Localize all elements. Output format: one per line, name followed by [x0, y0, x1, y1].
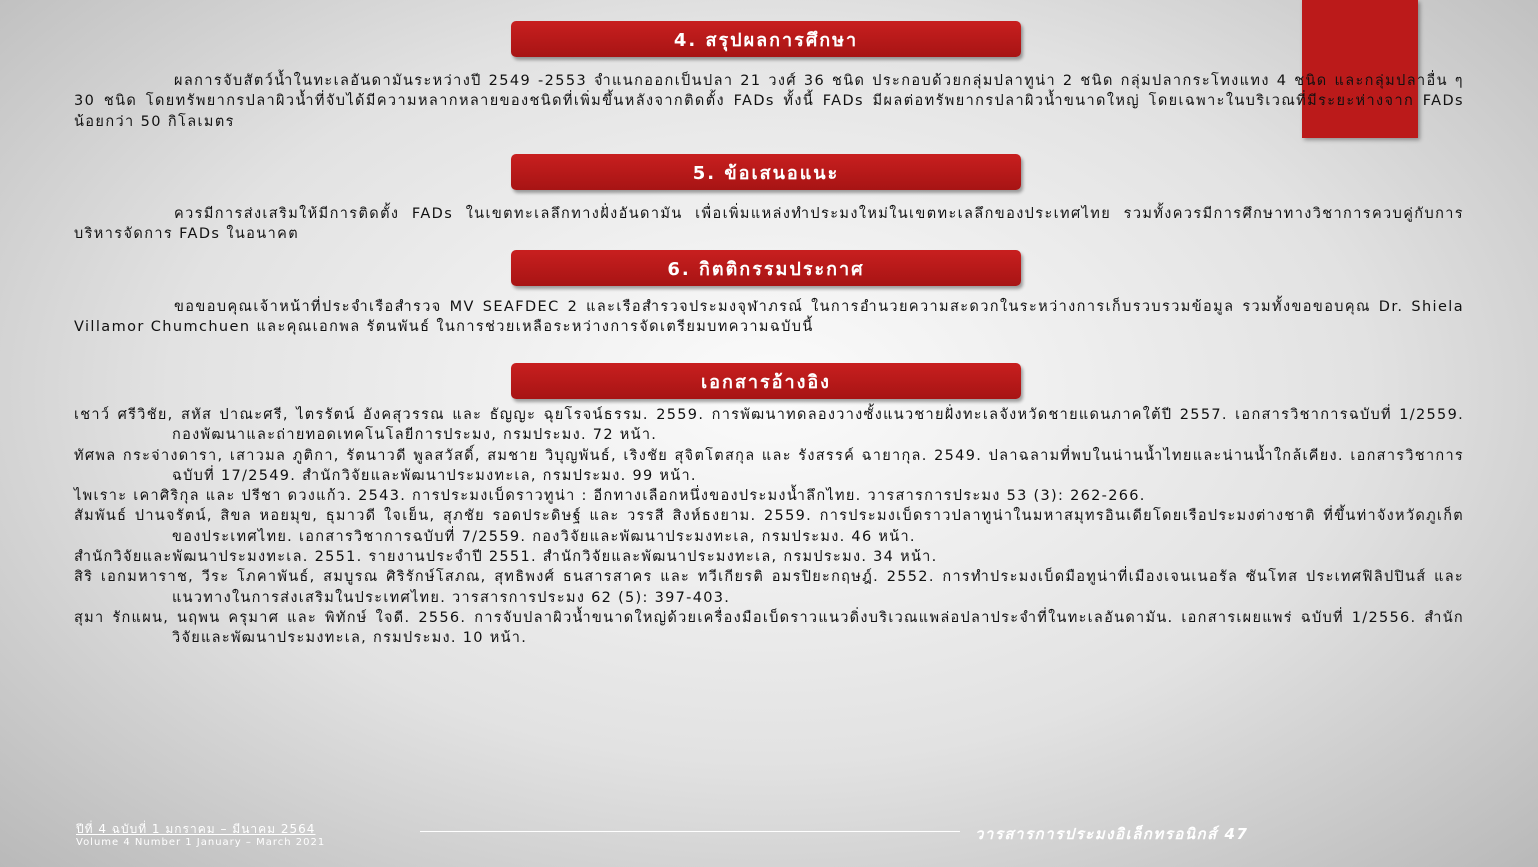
section-header-recommendation: 5. ข้อเสนอแนะ: [511, 154, 1021, 190]
section-header-conclusion: 4. สรุปผลการศึกษา: [511, 21, 1021, 57]
footer-issue-english: Volume 4 Number 1 January – March 2021: [76, 837, 326, 848]
recommendation-paragraph: [74, 204, 1464, 245]
conclusion-text: ผลการจับสัตว์น้ำในทะเลอันดามันระหว่างปี 2549 -2553 จำแนกออกเป็นปลา 21 วงศ์ 36 ชนิด ประกอบด้วยกลุ่มปลาทูน่า 2 ชนิด กลุ่มปลากระโทงแทง 4 ชนิด และกลุ่มปลาอื่น ๆ 30 ชนิด โดยทรัพยากรปลาผิวน้ำที่จับได้มีความหลากหลายของชนิดที่เพิ่มขึ้นหลังจากติดตั้ง FADs ทั้งนี้ FADs มีผลต่อทรัพยากรปลาผิวน้ำขนาดใหญ่ โดยเฉพาะในบริเวณที่มีระยะห่างจาก FADs น้อยกว่า 50 กิโลเมตร: [74, 73, 1464, 130]
reference-item: เชาว์ ศรีวิชัย, สหัส ปาณะศรี, ไตรรัตน์ อังคสุวรรณ และ ธัญญะ ฉุยโรจน์ธรรม. 2559. การพัฒนาทดลองวางซั้งแนวชายฝั่งทะเลจังหวัดชายแดนภาคใต้ปี 2557. เอกสารวิชาการฉบับที่ 1/2559. กองพัฒนาและถ่ายทอดเทคโนโลยีการประมง, กรมประมง. 72 หน้า.: [74, 407, 1464, 444]
reference-item: ทัศพล กระจ่างดารา, เสาวมล ภูติกา, รัตนาวดี พูลสวัสดิ์, สมชาย วิบุญพันธ์, เริงชัย สุจิตโตสกุล และ รังสรรค์ ฉายากุล. 2549. ปลาฉลามที่พบในน่านน้ำไทยและน่านน้ำใกล้เคียง. เอกสารวิชาการฉบับที่ 17/2549. สำนักวิจัยและพัฒนาประมงทะเล, กรมประมง. 99 หน้า.: [74, 447, 1464, 484]
acknowledgement-paragraph: [74, 297, 1464, 338]
conclusion-paragraph: [74, 71, 1464, 132]
recommendation-text: ควรมีการส่งเสริมให้มีการติดตั้ง FADs ในเขตทะเลลึกทางฝั่งอันดามัน เพื่อเพิ่มแหล่งทำประมงใหม่ในเขตทะเลลึกของประเทศไทย รวมทั้งควรมีการศึกษาทางวิชาการควบคู่กับการบริหารจัดการ FADs ในอนาคต: [74, 206, 1464, 243]
reference-item: สุมา รักแผน, นฤพน ครุมาศ และ พิทักษ์ ใจดี. 2556. การจับปลาผิวน้ำขนาดใหญ่ด้วยเครื่องมือเบ็ดราวแนวดิ่งบริเวณแพล่อปลาประจำที่ในทะเลอันดามัน. เอกสารเผยแพร่ ฉบับที่ 1/2556. สำนักวิจัยและพัฒนาประมงทะเล, กรมประมง. 10 หน้า.: [74, 609, 1464, 647]
footer-journal-page: วารสารการประมงอิเล็กทรอนิกส์ 47: [975, 825, 1249, 843]
acknowledgement-text: ขอขอบคุณเจ้าหน้าที่ประจำเรือสำรวจ MV SEAFDEC 2 และเรือสำรวจประมงจุฬาภรณ์ ในการอำนวยความสะดวกในระหว่างการเก็บรวบรวมข้อมูล รวมทั้งขอขอบคุณ Dr. Shiela Villamor Chumchuen และคุณเอกพล รัตนพันธ์ ในการช่วยเหลือระหว่างการจัดเตรียมบทความฉบับนี้: [74, 299, 1464, 336]
reference-list: [74, 405, 1464, 649]
reference-item: สำนักวิจัยและพัฒนาประมงทะเล. 2551. รายงานประจำปี 2551. สำนักวิจัยและพัฒนาประมงทะเล, กรมประมง. 34 หน้า.: [74, 549, 938, 566]
reference-item: ไพเราะ เคาศิริกุล และ ปรีชา ดวงแก้ว. 2543. การประมงเบ็ดราวทูน่า : อีกทางเลือกหนึ่งของประมงน้ำลึกไทย. วารสารการประมง 53 (3): 262-266.: [74, 488, 1146, 505]
section-header-references: เอกสารอ้างอิง: [511, 363, 1021, 399]
reference-item: สัมพันธ์ ปานจรัตน์, สิขล หอยมุข, ธุมาวดี ใจเย็น, สุภชัย รอดประดิษฐ์ และ วรรสี สิงห์ธงยาม. 2559. การประมงเบ็ดราวปลาทูน่าในมหาสมุทรอินเดียโดยเรือประมงต่างชาติ ที่ขึ้นท่าจังหวัดภูเก็ตของประเทศไทย. เอกสารวิชาการฉบับที่ 7/2559. กองวิจัยและพัฒนาประมงทะเล, กรมประมง. 46 หน้า.: [74, 508, 1464, 545]
footer-divider: [420, 831, 960, 832]
section-header-acknowledgement: 6. กิตติกรรมประกาศ: [511, 250, 1021, 286]
reference-item: สิริ เอกมหาราช, วีระ โภคาพันธ์, สมบูรณ ศิริรักษ์โสภณ, สุทธิพงศ์ ธนสารสาคร และ ทวีเกียรติ อมรปิยะกฤษฎ์. 2552. การทำประมงเบ็ดมือทูน่าที่เมืองเจนเนอรัล ซันโทส ประเทศฟิลิปปินส์ และแนวทางในการส่งเสริมในประเทศไทย. วารสารการประมง 62 (5): 397-403.: [74, 569, 1464, 606]
footer-issue-thai: ปีที่ 4 ฉบับที่ 1 มกราคม – มีนาคม 2564: [76, 822, 316, 836]
